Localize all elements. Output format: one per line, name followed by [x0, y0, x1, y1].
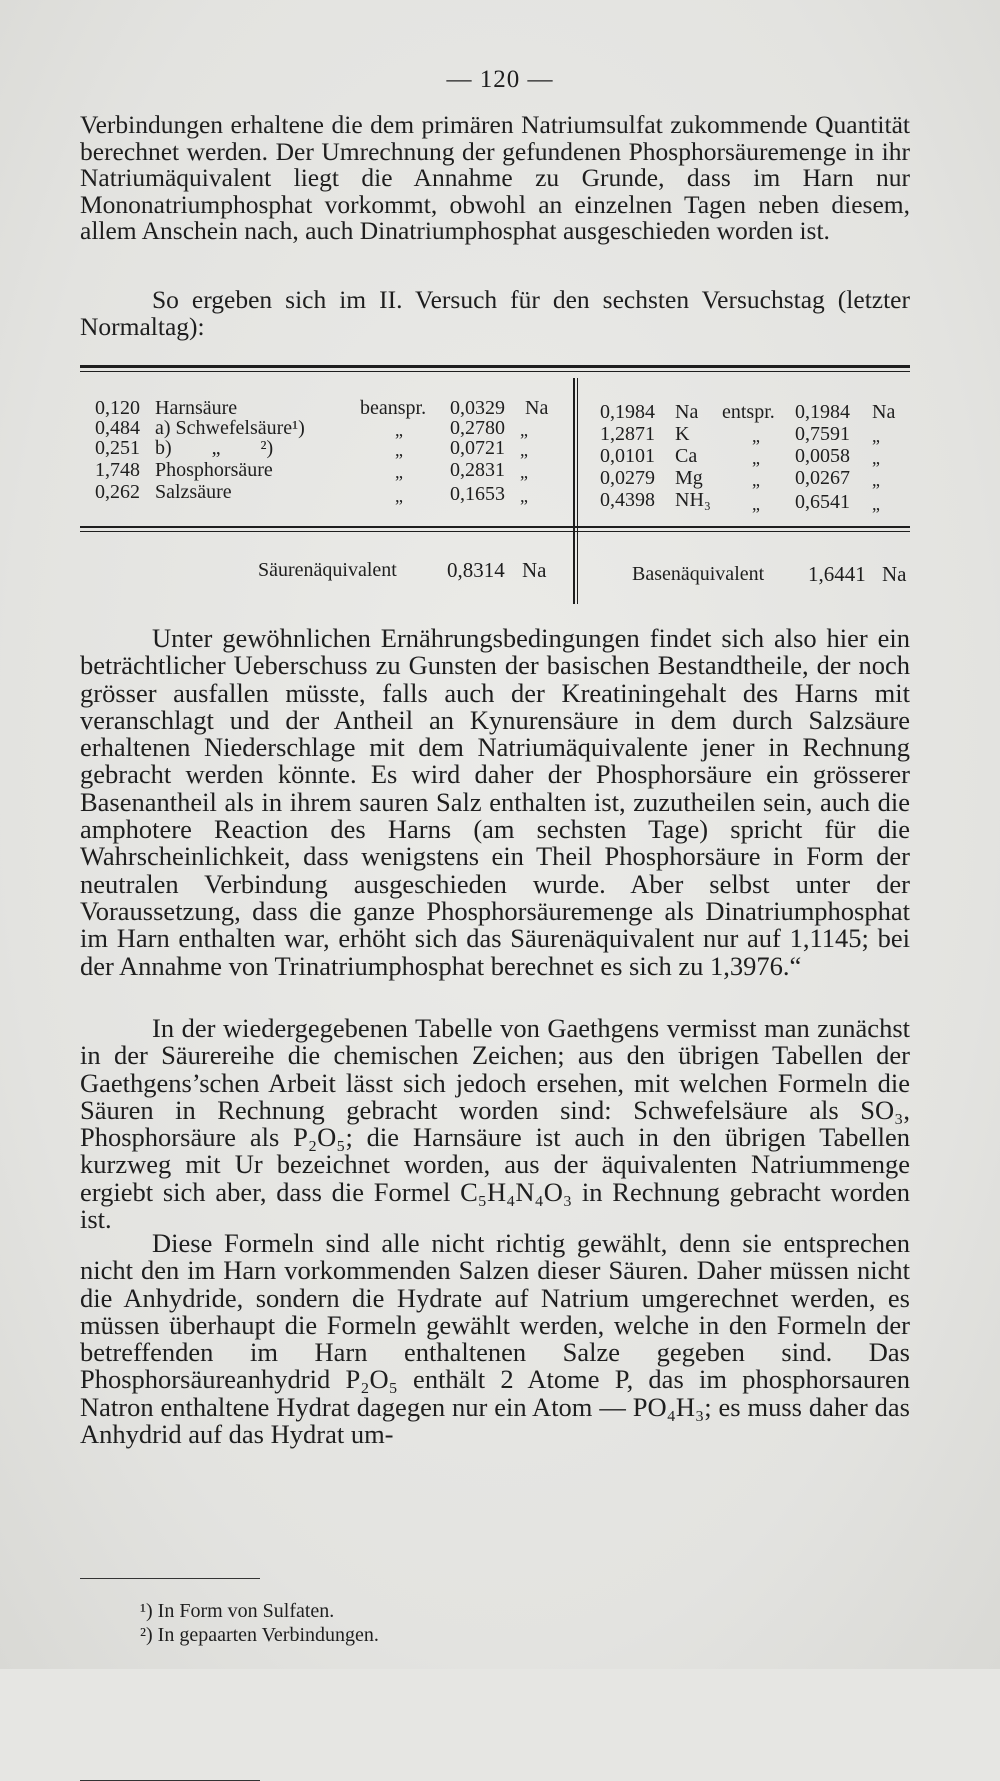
acid-row-5-amount: 0,262 — [95, 481, 140, 503]
acid-row-1-name: Harnsäure — [155, 397, 238, 419]
footnote-1-mark: ¹) — [140, 1600, 153, 1622]
base-row-5-amount: 0,4398 — [600, 489, 655, 511]
acid-row-2-amount: 0,484 — [95, 417, 140, 439]
base-row-1-verb: entspr. — [722, 401, 775, 423]
acid-row-3-name: b) „ ²) — [155, 437, 274, 459]
acid-total-label: Säurenäquivalent — [258, 559, 397, 581]
base-row-2-value: 0,7591 — [795, 423, 850, 445]
table-vertical-divider — [573, 378, 575, 604]
acid-row-5-unit: „ — [520, 486, 528, 506]
acid-row-1-unit: Na — [525, 397, 549, 419]
base-total-unit: Na — [882, 562, 907, 586]
acid-row-3-value: 0,0721 — [450, 437, 505, 459]
acid-row-4-amount: 1,748 — [95, 459, 140, 481]
footnote-1 — [140, 1600, 334, 1622]
acid-total-unit: Na — [522, 558, 547, 582]
base-row-4-name: Mg — [675, 467, 703, 489]
acid-row-3-amount: 0,251 — [95, 437, 140, 459]
acid-row-2-value: 0,2780 — [450, 417, 505, 439]
footnote-separator — [80, 1578, 260, 1579]
paragraph-1: Verbindungen erhaltene die dem primären Natriumsulfat zukommende Quantität berechnet werden. Der Umrechnung der gefundenen Phosphorsäuremenge in ihr Natriumäquivalent liegt die Annahme zu Grunde, dass im Harn nur Mononatriumphosphat vorkommt, obwohl an einzelnen Tagen neben diesem, allem Anschein nach, auch Dinatriumphosphat ausgeschieden worden ist. — [80, 110, 910, 245]
acid-row-5-name: Salzsäure — [155, 481, 232, 503]
base-row-3-verb: „ — [752, 448, 760, 468]
acid-row-4-name: Phosphorsäure — [155, 459, 273, 481]
paragraph-2: So ergeben sich im II. Versuch für den sechsten Versuchstag (letzter Normaltag): — [80, 285, 910, 341]
base-row-1-amount: 0,1984 — [600, 401, 655, 423]
acid-row-4-unit: „ — [520, 462, 528, 482]
base-row-5-unit: „ — [872, 494, 880, 514]
base-row-3-name: Ca — [675, 445, 698, 467]
acid-row-4-value: 0,2831 — [450, 459, 505, 481]
acid-row-1-value: 0,0329 — [450, 397, 505, 419]
base-row-4-unit: „ — [872, 470, 880, 490]
table-vertical-divider-2 — [577, 378, 578, 604]
acid-row-1-amount: 0,120 — [95, 397, 140, 419]
table-top-rule-thick — [80, 365, 910, 368]
paragraph-3: Unter gewöhnlichen Ernährungsbedingungen findet sich also hier ein beträchtlicher Ueberschuss zu Gunsten der basischen Bestandtheile, der noch grösser ausfallen müsste, falls auch der Kreatiningehalt des Harns mit veranschlagt und der Antheil an Kynurensäure in dem durch Salzsäure erhaltenen Niederschlage mit dem Natriumäquivalente jener in Rechnung gebracht werden könnte. Es wird daher der Phosphorsäure ein grösserer Basenantheil als in ihrem sauren Salz enthalten ist, zuzutheilen sein, auch die amphotere Reaction des Harns (am sechsten Tage) spricht für die Wahrscheinlichkeit, dass wenigstens ein Theil Phosphorsäure in Form der neutralen Verbindung ausgeschieden wurde. Aber selbst unter der Voraussetzung, dass die ganze Phosphorsäuremenge als Dinatriumphosphat im Harn enthalten war, erhöht sich das Säurenäquivalent nur auf 1,1145; bei der Annahme von Trinatriumphosphat berechnet es sich zu 1,3976.“ — [80, 623, 910, 981]
acid-total-value: 0,8314 — [447, 558, 505, 582]
base-row-1-value: 0,1984 — [795, 401, 850, 423]
base-row-1-name: Na — [675, 401, 699, 423]
acid-row-3-verb: „ — [395, 440, 403, 460]
footnote-2-mark: ²) — [140, 1624, 153, 1646]
base-row-2-amount: 1,2871 — [600, 423, 655, 445]
base-row-3-amount: 0,0101 — [600, 445, 655, 467]
base-total-value: 1,6441 — [808, 562, 866, 586]
acid-row-5-value: 0,1653 — [450, 483, 505, 505]
acid-row-2-name: a) Schwefelsäure¹) — [155, 417, 305, 439]
footnote-2-text: In gepaarten Verbindungen. — [157, 1624, 379, 1646]
table-top-rule-thin — [80, 371, 910, 372]
base-row-5-name: NH₃ — [675, 489, 711, 511]
base-row-4-verb: „ — [752, 470, 760, 490]
table-mid-rule-thick — [80, 526, 910, 528]
paragraph-4: In der wiedergegebenen Tabelle von Gaethgens vermisst man zunächst in der Säurereihe die chemischen Zeichen; aus den übrigen Tabellen der Gaethgens’schen Arbeit lässt sich jedoch ersehen, mit welchen Formeln die Säuren in Rechnung gebracht worden sind: Schwefelsäure als SO₃, Phosphorsäure als P₂O₅; die Harnsäure ist auch in den übrigen Tabellen kurzweg mit Ur bezeichnet worden, aus der äquivalenten Natriummenge ergiebt sich aber, dass die Formel C₅H₄N₄O₃ in Rechnung gebracht worden ist. — [80, 1013, 910, 1235]
base-row-1-unit: Na — [872, 401, 896, 423]
base-row-4-value: 0,0267 — [795, 467, 850, 489]
base-row-3-value: 0,0058 — [795, 445, 850, 467]
base-row-5-value: 0,6541 — [795, 491, 850, 513]
acid-row-1-verb: beanspr. — [360, 397, 427, 419]
footnote-1-text: In Form von Sulfaten. — [157, 1600, 335, 1622]
base-total-label: Basenäquivalent — [632, 563, 765, 585]
acid-row-2-verb: „ — [395, 420, 403, 440]
page-number: — 120 — — [446, 66, 554, 93]
acid-row-4-verb: „ — [395, 462, 403, 482]
table-mid-rule-thin — [80, 531, 910, 532]
acid-row-2-unit: „ — [520, 420, 528, 440]
acid-row-3-unit: „ — [520, 440, 528, 460]
base-row-2-unit: „ — [872, 426, 880, 446]
paragraph-5: Diese Formeln sind alle nicht richtig gewählt, denn sie entsprechen nicht den im Harn vorkommenden Salzen dieser Säuren. Daher müssen nicht die Anhydride, sondern die Hydrate auf Natrium umgerechnet werden, es müssen überhaupt die Formeln gewählt werden, welche in den Formeln der betreffenden im Harn enthaltenen Salze gegeben sind. Das Phosphorsäureanhydrid P₂O₅ enthält 2 Atome P, das im phosphorsauren Natron enthaltene Hydrat dagegen nur ein Atom — PO₄H₃; es muss daher das Anhydrid auf das Hydrat um- — [80, 1228, 910, 1450]
base-row-5-verb: „ — [752, 494, 760, 514]
base-row-2-name: K — [675, 423, 690, 445]
base-row-4-amount: 0,0279 — [600, 467, 655, 489]
acid-row-5-verb: „ — [395, 486, 403, 506]
base-row-3-unit: „ — [872, 448, 880, 468]
base-row-2-verb: „ — [752, 426, 760, 446]
footnote-2 — [140, 1624, 379, 1646]
